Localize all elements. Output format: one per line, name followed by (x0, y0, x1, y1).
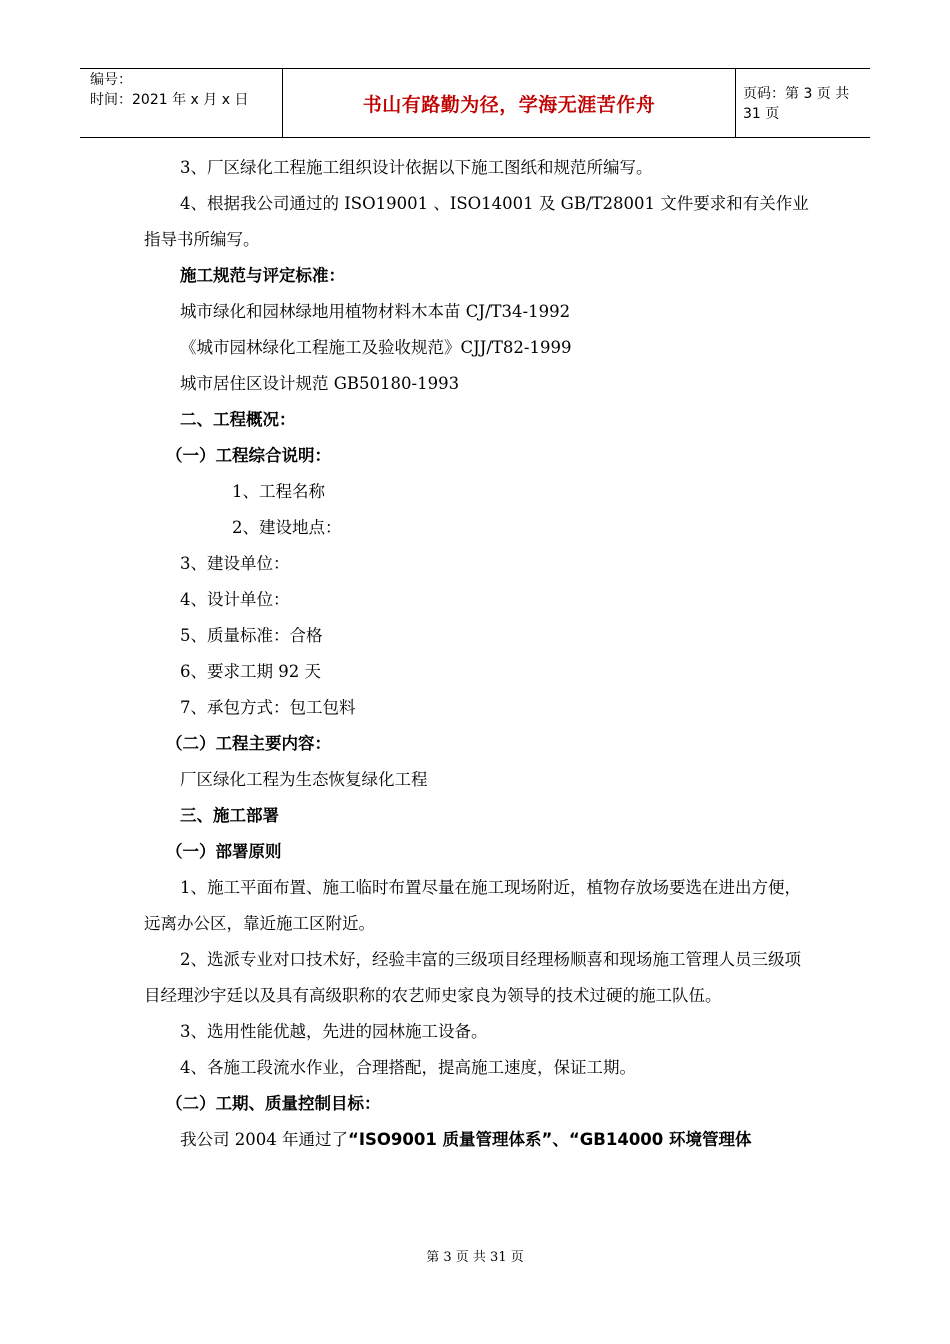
motto: 书山有路勤为径，学海无涯苦作舟 (362, 93, 656, 116)
standard-2: 《城市园林绿化工程施工及验收规范》CJJ/T82-1999 (180, 338, 572, 357)
paragraph-2: 4、根据我公司通过的 ISO19001 、ISO14001 及 GB/T28001 文件要求和有关作业指导书所编写。 (144, 194, 809, 249)
page-header (80, 68, 870, 138)
page-footer: 第 3 页 共 31 页 (426, 1250, 524, 1265)
heading-main-content: （二）工程主要内容： (166, 734, 331, 753)
standard-3: 城市居住区设计规范 GB50180-1993 (180, 374, 460, 393)
time-label: 时间：2021 年 x 月 x 日 (90, 92, 249, 108)
heading-project-overview: 二、工程概况： (180, 410, 296, 429)
heading-principles: （一）部署原则 (166, 842, 282, 861)
principle-2: 2、选派专业对口技术好，经验丰富的三级项目经理杨顺喜和现场施工管理人员三级项目经理沙宇廷以及具有高级职称的农艺师史家良为领导的技术过硬的施工队伍。 (144, 950, 801, 1005)
item-location: 2、建设地点： (232, 518, 342, 537)
item-quality: 5、质量标准：合格 (180, 626, 323, 645)
standard-1: 城市绿化和园林绿地用植物材料木本苗 CJ/T34-1992 (180, 302, 571, 321)
item-designer: 4、设计单位： (180, 590, 290, 609)
last-paragraph (144, 1122, 814, 1158)
page-info: 页码：第 3 页 共 31 页 (743, 86, 850, 122)
document-body (144, 150, 814, 1158)
last-paragraph-bold: “ISO9001 质量管理体系”、“GB14000 环境管理体 (347, 1130, 752, 1149)
paragraph-1: 3、厂区绿化工程施工组织设计依据以下施工图纸和规范所编写。 (180, 158, 653, 177)
item-project-name: 1、工程名称 (232, 482, 325, 501)
header-page-cell (735, 69, 870, 137)
principle-4: 4、各施工段流水作业，合理搭配，提高施工速度，保证工期。 (180, 1058, 636, 1077)
heading-general-description: （一）工程综合说明： (166, 446, 331, 465)
item-owner: 3、建设单位： (180, 554, 290, 573)
number-label: 编号： (90, 72, 132, 88)
last-paragraph-plain: 我公司 2004 年通过了 (180, 1130, 348, 1149)
heading-standards: 施工规范与评定标准： (180, 266, 345, 285)
header-meta (80, 69, 282, 137)
item-contract: 7、承包方式：包工包料 (180, 698, 356, 717)
principle-3: 3、选用性能优越，先进的园林施工设备。 (180, 1022, 488, 1041)
header-motto-cell (282, 69, 736, 137)
heading-deployment: 三、施工部署 (180, 806, 279, 825)
item-duration: 6、要求工期 92 天 (180, 662, 321, 681)
main-content-text: 厂区绿化工程为生态恢复绿化工程 (180, 770, 428, 789)
principle-1: 1、施工平面布置、施工临时布置尽量在施工现场附近，植物存放场要选在进出方便，远离办公区，靠近施工区附近。 (144, 878, 801, 933)
heading-targets: （二）工期、质量控制目标： (166, 1094, 381, 1113)
